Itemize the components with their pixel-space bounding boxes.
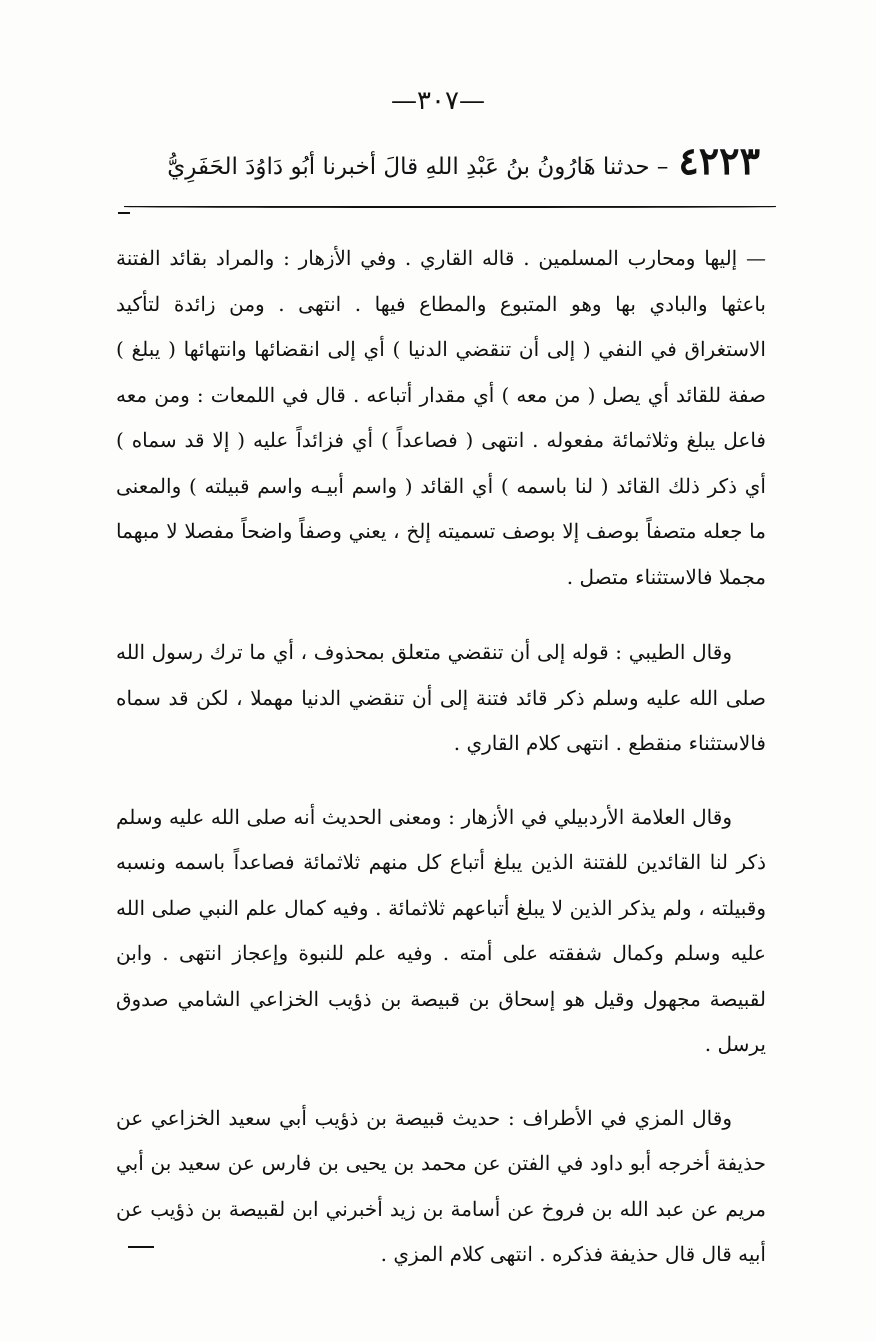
commentary-paragraph-2: وقال الطيبي : قوله إلى أن تنقضي متعلق بمحذوف ، أي ما ترك رسول الله صلى الله عليه وسلم ذكر قائد فتنة إلى أن تنقضي الدنيا مهملا ، لكن قد سماه فالاستثناء منقطع . انتهى كلام القاري . (116, 640, 766, 755)
commentary-paragraph-3: وقال العلامة الأردبيلي في الأزهار : ومعنى الحديث أنه صلى الله عليه وسلم ذكر لنا القائدين للفتنة الذين يبلغ أتباع كل منهم ثلاثمائة فصاعداً باسمه ونسبه وقبيلته ، ولم يذكر الذين لا يبلغ أتباعهم ثلاثمائة . وفيه كمال علم النبي صلى الله عليه وسلم وكمال شفقته على أمته . وفيه علم للنبوة وإعجاز انتهى . وابن لقبيصة مجهول وقيل هو إسحاق بن قبيصة بن ذؤيب الخزاعي الشامي صدوق يرسل . (116, 804, 766, 1056)
hadith-number: ٤٢٢٣ (678, 138, 760, 183)
page-number: —٣٠٧— (391, 86, 485, 116)
commentary-paragraph-4: وقال المزي في الأطراف : حديث قبيصة بن ذؤيب أبي سعيد الخزاعي عن حذيفة أخرجه أبو داود في الفتن عن محمد بن يحيى بن فارس عن سعيد بن أبي مريم عن عبد الله بن فروخ عن أسامة بن زيد أخبرني ابن لقبيصة بن ذؤيب عن أبيه قال قال حذيفة فذكره . انتهى كلام المزي . (116, 1105, 766, 1266)
commentary-paragraph-1: — إليها ومحارب المسلمين . قاله القاري . وفي الأزهار : والمراد بقائد الفتنة باعثها والبادي بها وهو المتبوع والمطاع فيها . انتهى . ومن زائدة لتأكيد الاستغراق في النفي ( إلى أن تنقضي الدنيا ) أي إلى انقضائها وانتهائها ( يبلغ ) صفة للقائد أي يصل ( من معه ) أي مقدار أتباعه . قال في اللمعات : ومن معه فاعل يبلغ وثلاثمائة مفعوله . انتهى ( فصاعداً ) أي فزائداً عليه ( إلا قد سماه ) أي ذكر ذلك القائد ( لنا باسمه ) أي القائد ( واسم أبيـه واسم قبيلته ) والمعنى ما جعله متصفاً بوصف إلا بوصف تسميته إلخ ، يعني وصفاً واضحاً مفصلا لا مبهما مجملا فالاستثناء متصل . (116, 246, 766, 589)
header-divider (124, 206, 776, 208)
page-end-dash (128, 1246, 154, 1248)
hadith-header (118, 138, 760, 183)
header-divider-tick (118, 212, 130, 214)
hadith-chain-text: – حدثنا هَارُونُ بنُ عَبْدِ اللهِ قالَ أخبرنا أبُو دَاوُدَ الحَفَرِيُّ (167, 154, 669, 180)
commentary-body (116, 236, 766, 1306)
